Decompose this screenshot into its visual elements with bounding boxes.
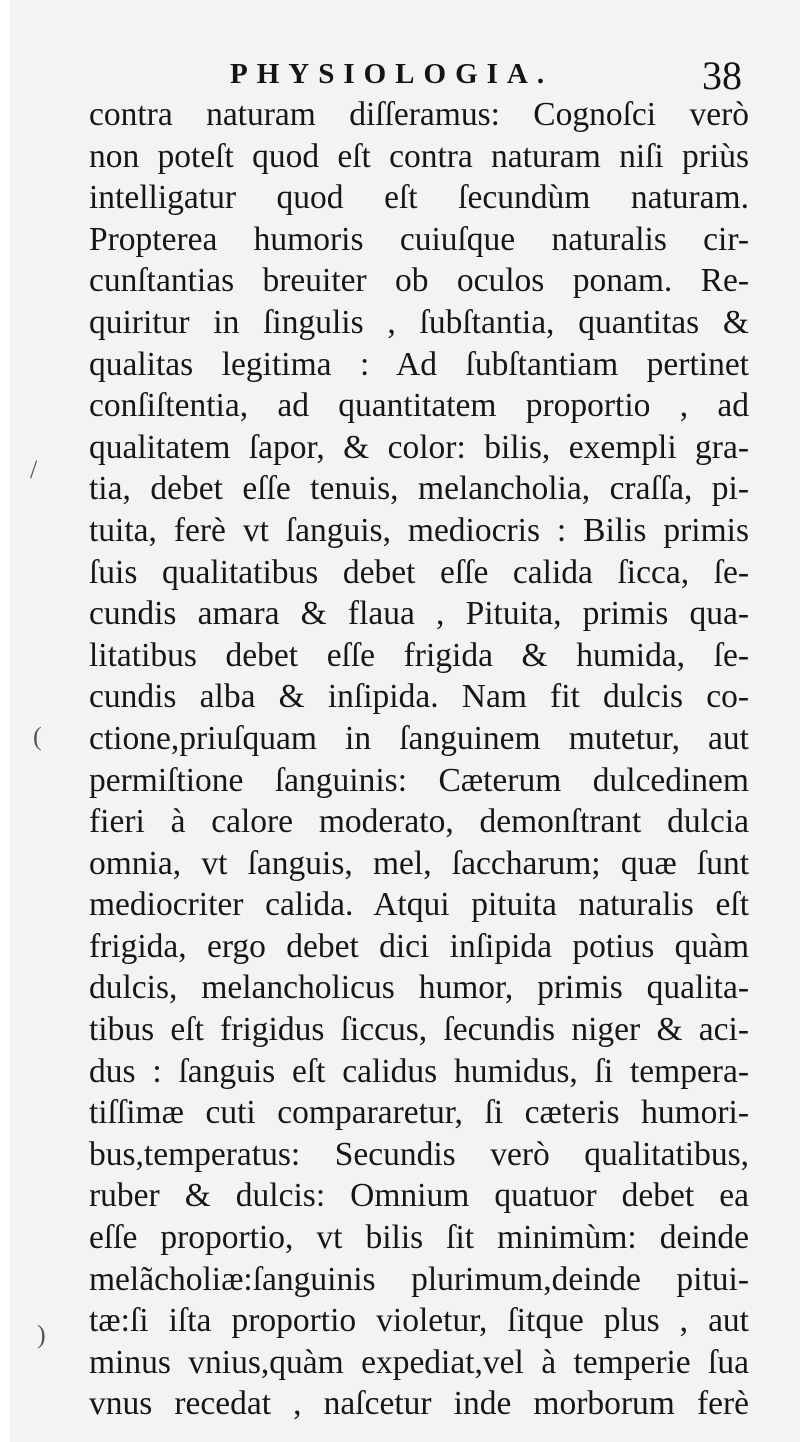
text-line: vnus recedat , naſcetur inde morborum ferè — [89, 1385, 749, 1423]
text-line: frigida, ergo debet dici inſipida potius quàm — [89, 927, 749, 965]
text-line: minus vnius,quàm expediat,vel à temperie ſua — [89, 1343, 749, 1381]
text-line: ſuis qualitatibus debet eſſe calida ſicca, ſe- — [89, 553, 749, 591]
margin-mark: ) — [37, 1320, 46, 1349]
margin-mark: / — [30, 455, 38, 484]
text-line: litatibus debet eſſe frigida & humida, ſe- — [89, 636, 749, 674]
text-line: tæ:ſi iſta proportio violetur, ſitque plus , aut — [89, 1302, 749, 1340]
text-line: permiſtione ſanguinis: Cæterum dulcedinem — [89, 761, 749, 799]
text-line: eſſe proportio, vt bilis ſit minimùm: deinde — [89, 1219, 749, 1257]
text-line: quiritur in ſingulis , ſubſtantia, quantitas & — [89, 303, 749, 341]
text-line: melãcholiæ:ſanguinis plurimum,deinde pitui- — [89, 1260, 749, 1298]
text-line: bus,temperatus: Secundis verò qualitatibus, — [89, 1135, 749, 1173]
text-line: dulcis, melancholicus humor, primis qualita- — [89, 969, 749, 1007]
text-line: fieri à calore moderato, demonſtrant dulcia — [89, 803, 749, 841]
text-line: qualitatem ſapor, & color: bilis, exempli gra- — [89, 428, 749, 466]
text-line: non poteſt quod eſt contra naturam niſi priùs — [89, 137, 749, 175]
margin-mark: ( — [33, 722, 42, 751]
body-text — [89, 94, 749, 1425]
text-line: intelligatur quod eſt ſecundùm naturam. — [89, 179, 749, 217]
text-line: mediocriter calida. Atqui pituita naturalis eſt — [89, 886, 749, 924]
text-line: cunſtantias breuiter ob oculos ponam. Re- — [89, 262, 749, 300]
text-line: tuita, ferè vt ſanguis, mediocris : Bilis primis — [89, 511, 749, 549]
page-number: 38 — [702, 53, 742, 98]
running-title: PHYSIOLOGIA. — [230, 58, 554, 90]
text-line: Propterea humoris cuiuſque naturalis cir- — [89, 220, 749, 258]
text-line: tibus eſt frigidus ſiccus, ſecundis niger & aci- — [89, 1011, 749, 1049]
text-line: tiſſimæ cuti compararetur, ſi cæteris humori- — [89, 1094, 749, 1132]
text-line: contra naturam diſſeramus: Cognoſci verò — [89, 96, 749, 133]
text-line: dus : ſanguis eſt calidus humidus, ſi tempera- — [89, 1052, 749, 1090]
page-edge — [0, 0, 10, 1442]
text-line: omnia, vt ſanguis, mel, ſaccharum; quæ ſunt — [89, 844, 749, 882]
text-line: ruber & dulcis: Omnium quatuor debet ea — [89, 1177, 749, 1215]
text-line: conſiſtentia, ad quantitatem proportio , ad — [89, 387, 749, 425]
text-line: tia, debet eſſe tenuis, melancholia, craſſa, pi- — [89, 470, 749, 508]
text-line: qualitas legitima : Ad ſubſtantiam pertinet — [89, 345, 749, 383]
text-line: ctione,priuſquam in ſanguinem mutetur, aut — [89, 719, 749, 757]
text-line: cundis alba & inſipida. Nam fit dulcis co- — [89, 678, 749, 716]
text-line: cundis amara & flaua , Pituita, primis qua- — [89, 595, 749, 633]
